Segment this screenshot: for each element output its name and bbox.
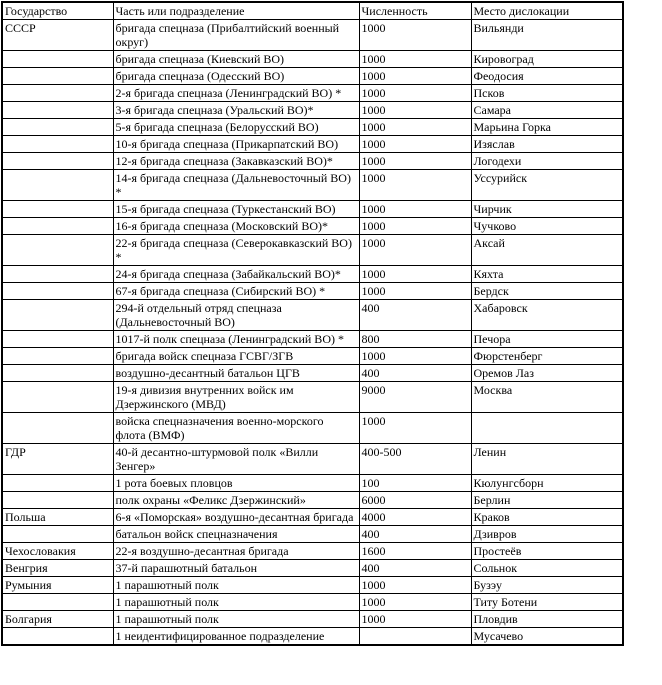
cell-location: Пловдив	[471, 611, 623, 628]
table-row	[2, 331, 623, 348]
cell-strength: 9000	[359, 382, 471, 413]
cell-location: Бердск	[471, 283, 623, 300]
table-row	[2, 628, 623, 646]
table-row	[2, 266, 623, 283]
cell-country	[2, 266, 113, 283]
cell-strength: 400-500	[359, 444, 471, 475]
cell-strength: 400	[359, 526, 471, 543]
cell-unit: 294-й отдельный отряд спецназа (Дальневосточный ВО)	[113, 300, 359, 331]
cell-strength: 1000	[359, 594, 471, 611]
cell-location: Оремов Лаз	[471, 365, 623, 382]
table-row	[2, 102, 623, 119]
header-country: Государство	[2, 2, 113, 20]
table-row	[2, 235, 623, 266]
cell-unit: полк охраны «Феликс Дзержинский»	[113, 492, 359, 509]
cell-country: СССР	[2, 20, 113, 51]
table-row	[2, 560, 623, 577]
cell-country: Польша	[2, 509, 113, 526]
cell-location: Псков	[471, 85, 623, 102]
cell-location: Берлин	[471, 492, 623, 509]
cell-unit: воздушно-десантный батальон ЦГВ	[113, 365, 359, 382]
cell-unit: 10-я бригада спецназа (Прикарпатский ВО)	[113, 136, 359, 153]
cell-unit: бригада спецназа (Киевский ВО)	[113, 51, 359, 68]
table-row	[2, 153, 623, 170]
table-row	[2, 492, 623, 509]
cell-strength: 1000	[359, 51, 471, 68]
table-row	[2, 348, 623, 365]
cell-country	[2, 475, 113, 492]
cell-location: Марьина Горка	[471, 119, 623, 136]
cell-strength: 400	[359, 300, 471, 331]
cell-unit: батальон войск спецназначения	[113, 526, 359, 543]
cell-strength: 1000	[359, 136, 471, 153]
cell-strength: 1000	[359, 577, 471, 594]
cell-country	[2, 283, 113, 300]
cell-location: Кяхта	[471, 266, 623, 283]
cell-country	[2, 136, 113, 153]
cell-location: Феодосия	[471, 68, 623, 85]
cell-strength: 1000	[359, 235, 471, 266]
cell-unit: 1017-й полк спецназа (Ленинградский ВО) *	[113, 331, 359, 348]
table-row	[2, 475, 623, 492]
table-row	[2, 526, 623, 543]
table-row	[2, 136, 623, 153]
table-row	[2, 51, 623, 68]
cell-country	[2, 413, 113, 444]
cell-unit: войска спецназначения военно-морского флота (ВМФ)	[113, 413, 359, 444]
cell-strength: 1600	[359, 543, 471, 560]
table-row	[2, 594, 623, 611]
cell-strength: 1000	[359, 413, 471, 444]
cell-strength: 100	[359, 475, 471, 492]
cell-country	[2, 170, 113, 201]
table-row	[2, 444, 623, 475]
cell-location: Кюлунгсборн	[471, 475, 623, 492]
cell-country	[2, 218, 113, 235]
cell-location: Краков	[471, 509, 623, 526]
cell-strength: 1000	[359, 266, 471, 283]
cell-location: Сольнок	[471, 560, 623, 577]
cell-country	[2, 102, 113, 119]
cell-unit: 19-я дивизия внутренних войск им Дзержинского (МВД)	[113, 382, 359, 413]
cell-unit: 12-я бригада спецназа (Закавказский ВО)*	[113, 153, 359, 170]
cell-unit: бригада спецназа (Прибалтийский военный округ)	[113, 20, 359, 51]
cell-country	[2, 382, 113, 413]
cell-strength: 800	[359, 331, 471, 348]
table-row	[2, 509, 623, 526]
cell-unit: 14-я бригада спецназа (Дальневосточный ВО) *	[113, 170, 359, 201]
cell-strength: 1000	[359, 170, 471, 201]
table-row	[2, 119, 623, 136]
cell-location: Аксай	[471, 235, 623, 266]
cell-unit: 1 рота боевых пловцов	[113, 475, 359, 492]
cell-location: Ленин	[471, 444, 623, 475]
cell-strength: 1000	[359, 20, 471, 51]
cell-country	[2, 85, 113, 102]
cell-location: Мусачево	[471, 628, 623, 646]
table-row	[2, 201, 623, 218]
table-row	[2, 382, 623, 413]
cell-strength: 1000	[359, 218, 471, 235]
table-row	[2, 577, 623, 594]
cell-unit: 37-й парашютный батальон	[113, 560, 359, 577]
cell-unit: 5-я бригада спецназа (Белорусский ВО)	[113, 119, 359, 136]
cell-unit: 6-я «Поморская» воздушно-десантная бригада	[113, 509, 359, 526]
table-row	[2, 283, 623, 300]
cell-unit: 67-я бригада спецназа (Сибирский ВО) *	[113, 283, 359, 300]
table-row	[2, 300, 623, 331]
cell-strength: 400	[359, 365, 471, 382]
cell-country	[2, 201, 113, 218]
cell-location: Бузэу	[471, 577, 623, 594]
cell-strength: 1000	[359, 85, 471, 102]
cell-strength: 1000	[359, 102, 471, 119]
header-row	[2, 2, 623, 20]
cell-unit: 22-я воздушно-десантная бригада	[113, 543, 359, 560]
cell-unit: 1 парашютный полк	[113, 611, 359, 628]
cell-country	[2, 348, 113, 365]
cell-location: Титу Ботени	[471, 594, 623, 611]
units-table	[1, 1, 624, 646]
cell-country: Чехословакия	[2, 543, 113, 560]
table-row	[2, 170, 623, 201]
cell-country	[2, 51, 113, 68]
cell-country	[2, 119, 113, 136]
table-row	[2, 543, 623, 560]
cell-unit: бригада спецназа (Одесский ВО)	[113, 68, 359, 85]
cell-strength: 1000	[359, 119, 471, 136]
cell-unit: 22-я бригада спецназа (Северокавказский ВО) *	[113, 235, 359, 266]
cell-location: Кировоград	[471, 51, 623, 68]
cell-location: Чучково	[471, 218, 623, 235]
cell-location: Уссурийск	[471, 170, 623, 201]
table-row	[2, 20, 623, 51]
cell-location: Вильянди	[471, 20, 623, 51]
cell-country	[2, 331, 113, 348]
table-row	[2, 413, 623, 444]
table-row	[2, 85, 623, 102]
cell-unit: 15-я бригада спецназа (Туркестанский ВО)	[113, 201, 359, 218]
cell-strength: 6000	[359, 492, 471, 509]
cell-unit: 3-я бригада спецназа (Уральский ВО)*	[113, 102, 359, 119]
cell-strength: 1000	[359, 201, 471, 218]
cell-unit: 2-я бригада спецназа (Ленинградский ВО) *	[113, 85, 359, 102]
cell-strength: 1000	[359, 153, 471, 170]
cell-location: Москва	[471, 382, 623, 413]
cell-unit: 40-й десантно-штурмовой полк «Вилли Зенгер»	[113, 444, 359, 475]
cell-location: Дзивров	[471, 526, 623, 543]
cell-unit: бригада войск спецназа ГСВГ/ЗГВ	[113, 348, 359, 365]
cell-strength: 1000	[359, 611, 471, 628]
table-row	[2, 611, 623, 628]
cell-country	[2, 153, 113, 170]
cell-location	[471, 413, 623, 444]
cell-country	[2, 235, 113, 266]
cell-strength	[359, 628, 471, 646]
cell-unit: 16-я бригада спецназа (Московский ВО)*	[113, 218, 359, 235]
cell-strength: 1000	[359, 68, 471, 85]
table-row	[2, 68, 623, 85]
cell-country: Венгрия	[2, 560, 113, 577]
cell-country	[2, 526, 113, 543]
table-row	[2, 218, 623, 235]
cell-location: Чирчик	[471, 201, 623, 218]
cell-country	[2, 365, 113, 382]
cell-unit: 1 парашютный полк	[113, 577, 359, 594]
cell-location: Простеёв	[471, 543, 623, 560]
header-strength: Численность	[359, 2, 471, 20]
table-body	[2, 20, 623, 646]
cell-country	[2, 492, 113, 509]
header-location: Место дислокации	[471, 2, 623, 20]
cell-country: Румыния	[2, 577, 113, 594]
cell-location: Самара	[471, 102, 623, 119]
cell-country	[2, 628, 113, 646]
cell-country	[2, 300, 113, 331]
cell-strength: 4000	[359, 509, 471, 526]
cell-location: Логодехи	[471, 153, 623, 170]
cell-strength: 1000	[359, 348, 471, 365]
cell-unit: 24-я бригада спецназа (Забайкальский ВО)*	[113, 266, 359, 283]
cell-strength: 400	[359, 560, 471, 577]
cell-country: ГДР	[2, 444, 113, 475]
document-page	[0, 1, 662, 685]
cell-country	[2, 594, 113, 611]
cell-strength: 1000	[359, 283, 471, 300]
cell-unit: 1 парашютный полк	[113, 594, 359, 611]
cell-country	[2, 68, 113, 85]
cell-location: Хабаровск	[471, 300, 623, 331]
table-row	[2, 365, 623, 382]
cell-location: Изяслав	[471, 136, 623, 153]
cell-location: Фюрстенберг	[471, 348, 623, 365]
cell-unit: 1 неидентифицированное подразделение	[113, 628, 359, 646]
cell-location: Печора	[471, 331, 623, 348]
cell-country: Болгария	[2, 611, 113, 628]
header-unit: Часть или подразделение	[113, 2, 359, 20]
